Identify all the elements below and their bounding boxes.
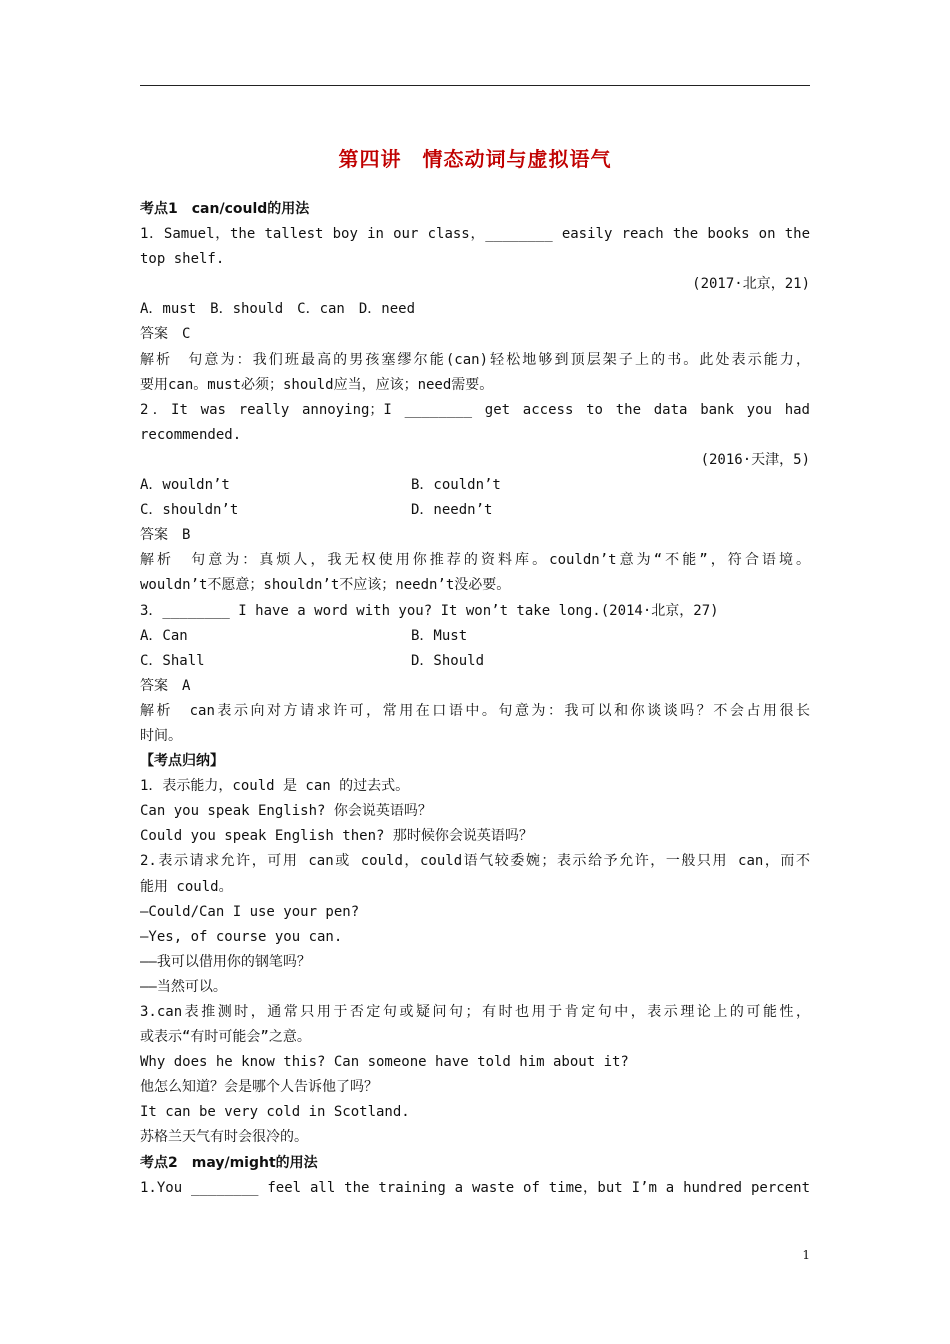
option-b: B．Must xyxy=(411,627,468,644)
question-2-line-2: recommended. xyxy=(140,426,242,443)
summary-line: 3.can表推测时，通常只用于否定句或疑问句；有时也用于肯定句中，表示理论上的可能性， xyxy=(140,1004,810,1020)
question-1-options: A．must B．should C．can D．need xyxy=(140,301,416,318)
question-2-source: (2016·天津，5) xyxy=(700,451,810,468)
question-3-analysis-line-1: 解析 can表示向对方请求许可，常用在口语中。句意为：我可以和你谈谈吗？不会占用很长 xyxy=(140,702,810,719)
question-1-source: (2017·北京，21) xyxy=(692,276,810,293)
page-number: 1 xyxy=(802,1248,810,1262)
question-2-line-1: 2．It was really annoying；I ________ get access to the data bank you had xyxy=(140,401,810,418)
summary-line: 1．表示能力，could 是 can 的过去式。 xyxy=(140,778,410,795)
question-2-answer: 答案 B xyxy=(140,527,191,544)
option-c: C．shouldn’t xyxy=(140,502,239,519)
option-a: A．wouldn’t xyxy=(140,477,230,494)
option-a: A．Can xyxy=(140,627,188,644)
question-1-line-1: 1．Samuel，the tallest boy in our class，________ easily reach the books on the xyxy=(140,226,810,243)
question-3-answer: 答案 A xyxy=(140,677,191,694)
summary-line: —Yes, of course you can. xyxy=(140,928,343,945)
summary-line: It can be very cold in Scotland. xyxy=(140,1104,410,1121)
option-d: D．needn’t xyxy=(411,502,493,519)
summary-line: 苏格兰天气有时会很冷的。 xyxy=(140,1129,308,1146)
page-title: 第四讲 情态动词与虚拟语气 xyxy=(338,147,612,171)
question-1-line-2: top shelf. xyxy=(140,251,225,268)
summary-line: Can you speak English? 你会说英语吗？ xyxy=(140,803,432,820)
summary-line: 或表示“有时可能会”之意。 xyxy=(140,1029,311,1046)
question-1-analysis-line-2: 要用can。must必须；should应当，应该；need需要。 xyxy=(140,376,494,393)
summary-heading: 【考点归纳】 xyxy=(140,753,224,770)
question-2-options-row-1 xyxy=(140,473,810,498)
option-b: B．couldn’t xyxy=(411,477,501,494)
summary-line: Why does he know this? Can someone have told him about it? xyxy=(140,1054,629,1071)
summary-line: 他怎么知道？会是哪个人告诉他了吗？ xyxy=(140,1079,378,1096)
option-d: D．Should xyxy=(411,652,485,669)
question-1-answer: 答案 C xyxy=(140,326,191,343)
summary-line: 2.表示请求允许，可用 can或 could，could语气较委婉；表示给予允许，一般只用 can，而不 xyxy=(140,853,810,870)
section-heading-may-might: 考点2 may/might的用法 xyxy=(140,1154,318,1171)
summary-line: ——当然可以。 xyxy=(140,978,227,995)
question-3-analysis-line-2: 时间。 xyxy=(140,727,182,744)
question-2-options-row-2 xyxy=(140,498,810,523)
question-1-line-1: 1.You ________ feel all the training a waste of time，but I’m a hundred percent xyxy=(140,1179,810,1196)
question-3-options-row-1 xyxy=(140,624,810,649)
header-rule xyxy=(140,85,810,86)
question-3-options-row-2 xyxy=(140,649,810,674)
summary-line: —Could/Can I use your pen? xyxy=(140,903,360,920)
summary-line: Could you speak English then? 那时候你会说英语吗？ xyxy=(140,828,533,845)
option-c: C．Shall xyxy=(140,652,205,669)
question-1-analysis-line-1: 解析 句意为：我们班最高的男孩塞缪尔能(can)轻松地够到顶层架子上的书。此处表示能力， xyxy=(140,351,810,368)
section-heading-can-could: 考点1 can/could的用法 xyxy=(140,201,310,217)
question-2-analysis-line-1: 解析 句意为：真烦人，我无权使用你推荐的资料库。couldn’t意为“不能”，符合语境。 xyxy=(140,552,810,569)
document-body xyxy=(140,197,810,1201)
question-3-line-1: 3．________ I have a word with you? It won’t take long.(2014·北京，27) xyxy=(140,602,719,619)
summary-line: ——我可以借用你的钢笔吗？ xyxy=(140,953,311,970)
summary-line: 能用 could。 xyxy=(140,878,233,895)
question-2-analysis-line-2: wouldn’t不愿意；shouldn’t不应该；needn’t没必要。 xyxy=(140,577,511,594)
